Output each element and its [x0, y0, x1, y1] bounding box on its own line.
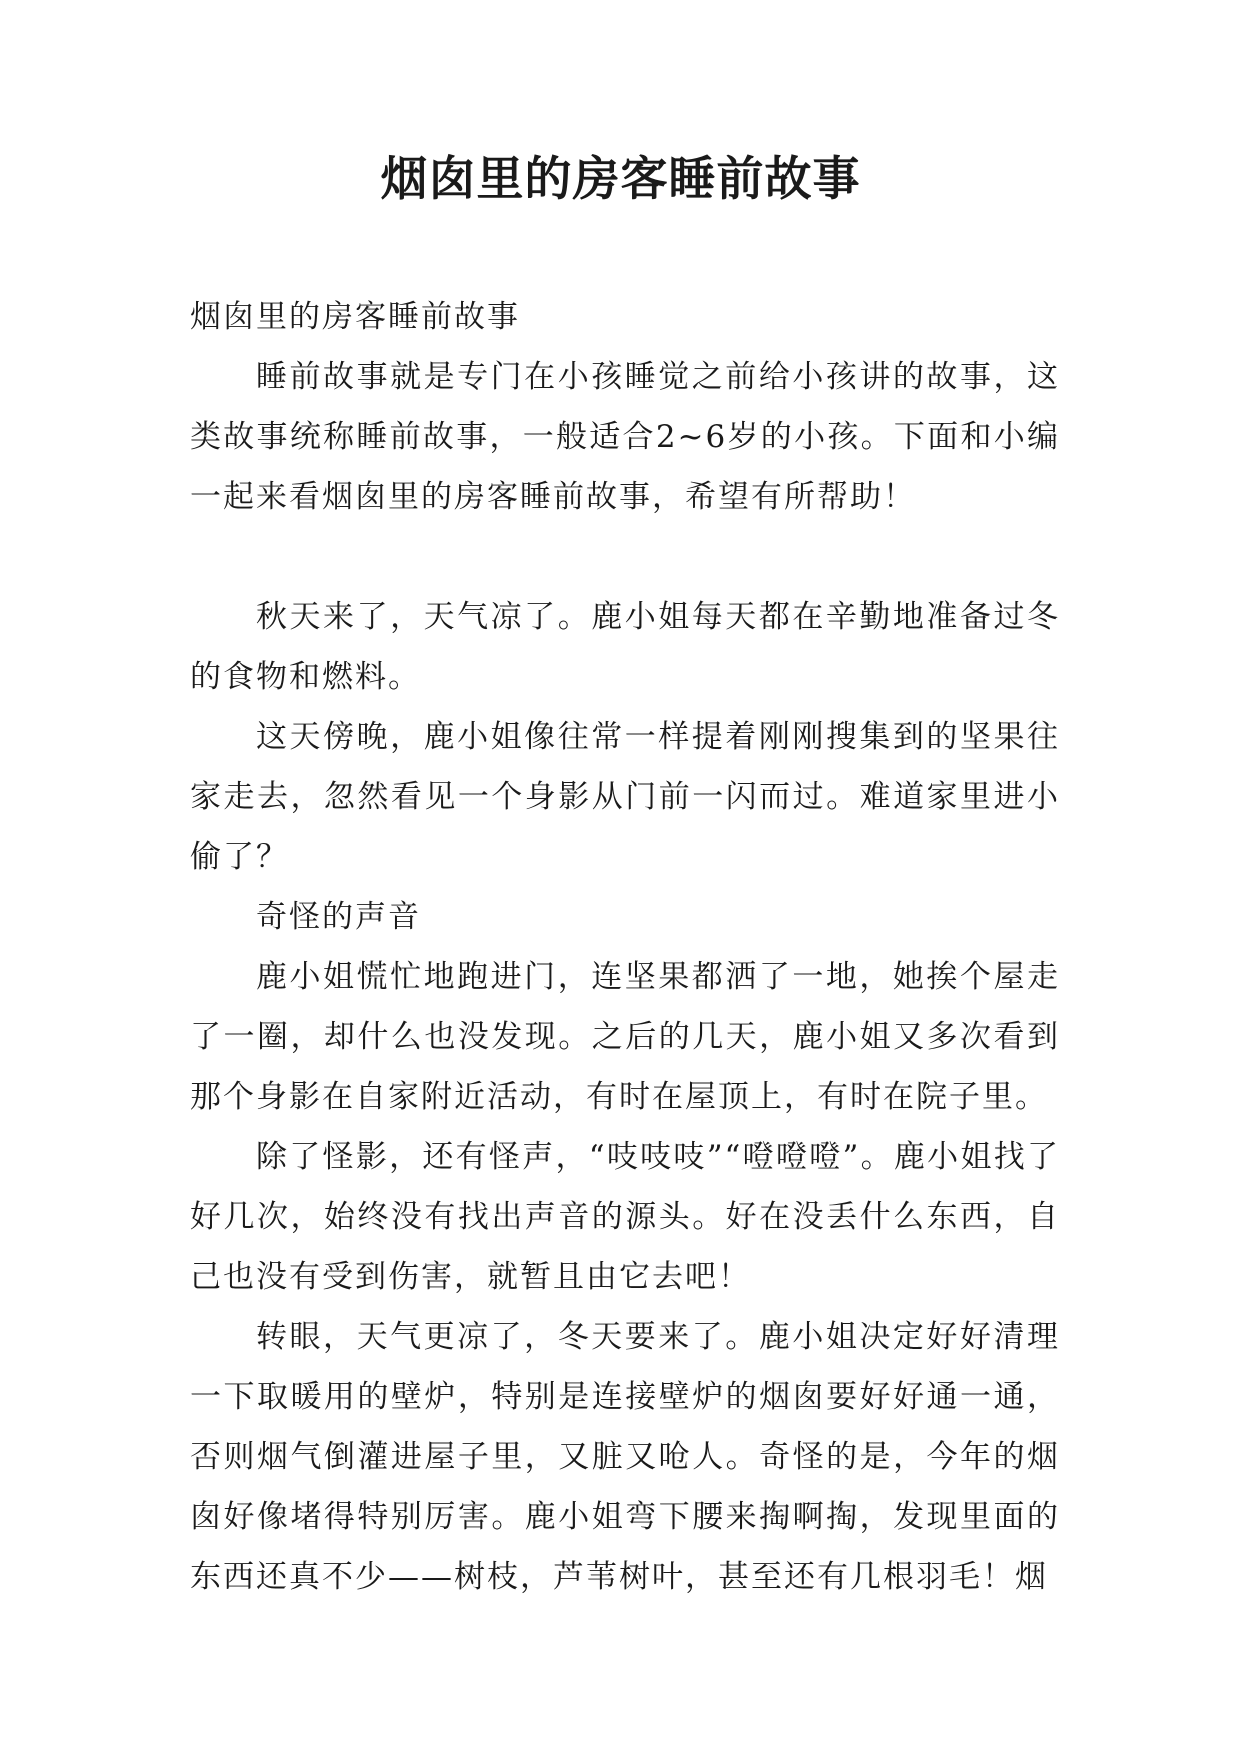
document-title: 烟囱里的房客睡前故事: [380, 152, 861, 207]
paragraph-intro: 睡前故事就是专门在小孩睡觉之前给小孩讲的故事，这类故事统称睡前故事，一般适合2~6岁的小孩。下面和小编一起来看烟囱里的房客睡前故事，希望有所帮助！: [190, 359, 1060, 515]
paragraph-spacer: [190, 527, 1060, 587]
section-heading-strange-sound: 奇怪的声音: [256, 899, 421, 935]
document-body: [190, 287, 1060, 1607]
paragraph-chimney: 转眼，天气更凉了，冬天要来了。鹿小姐决定好好清理一下取暖用的壁炉，特别是连接壁炉的烟囱要好好通一通，否则烟气倒灌进屋子里，又脏又呛人。奇怪的是，今年的烟囱好像堵得特别厉害。鹿小姐弯下腰来掏啊掏，发现里面的东西还真不少——树枝，芦苇树叶，甚至还有几根羽毛！烟: [190, 1319, 1060, 1595]
paragraph-autumn: 秋天来了，天气凉了。鹿小姐每天都在辛勤地准备过冬的食物和燃料。: [190, 599, 1060, 695]
paragraph-evening: 这天傍晚，鹿小姐像往常一样提着刚刚搜集到的坚果往家走去，忽然看见一个身影从门前一闪而过。难道家里进小偷了？: [190, 719, 1060, 875]
paragraph-strange-noises: 除了怪影，还有怪声，“吱吱吱”“噔噔噔”。鹿小姐找了好几次，始终没有找出声音的源头。好在没丢什么东西，自己也没有受到伤害，就暂且由它去吧！: [190, 1139, 1060, 1295]
document-subtitle: 烟囱里的房客睡前故事: [190, 299, 520, 335]
paragraph-search-house: 鹿小姐慌忙地跑进门，连坚果都洒了一地，她挨个屋走了一圈，却什么也没发现。之后的几天，鹿小姐又多次看到那个身影在自家附近活动，有时在屋顶上，有时在院子里。: [190, 959, 1060, 1115]
